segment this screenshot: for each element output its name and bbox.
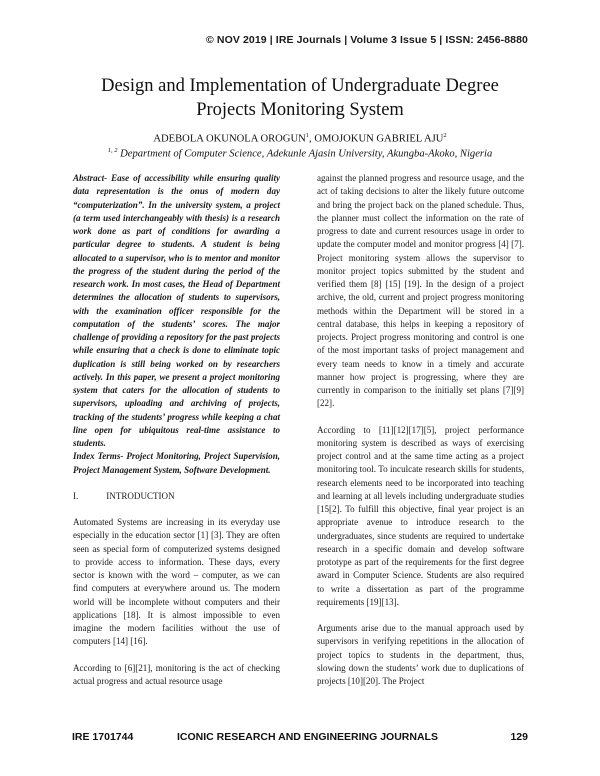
author-2: OMOJOKUN GABRIEL AJU (314, 133, 444, 145)
author-separator: , (309, 133, 315, 145)
spacer (73, 477, 280, 490)
spacer (73, 503, 280, 516)
paper-title-line-1: Design and Implementation of Undergraduate Degree (101, 76, 499, 96)
footer-paper-id: IRE 1701744 (72, 731, 134, 743)
spacer (317, 411, 524, 424)
abstract-text: Abstract- Ease of accessibility while ensuring quality data representation is the onus of modern day “computerization”. In the university system, a project (a term used interchangeably with thesis) is a research work done as part of conditions for awarding a particular degree to students. A student is being allocated to a supervisor, who is to mentor and monitor the progress of the student during the period of the research work. In most cases, the Head of Department determines the allocation of students to supervisors, with the examination officer responsible for the computation of the students’ scores. The major challenge of providing a repository for the past projects while ensuring that a check is done to eliminate topic duplication is still being worked on by researchers actively. In this paper, we present a project monitoring system that caters for the allocation of students to supervisors, uploading and archiving of projects, tracking of the students’ progress while keeping a chat line open for ubiquitous real-time assistance to students. (73, 173, 280, 448)
author-1: ADEBOLA OKUNOLA OROGUN (153, 133, 306, 145)
page-number: 129 (510, 731, 528, 743)
paragraph: According to [11][12][17][5], project performance monitoring system is described as ways of exercising project control and at the same time acting as a project monitoring tool. To inculcate research skills for students, research elements need to be incorporated into teaching and learning at all levels including undergraduate studies [15[2]. To fulfill this objective, final year project is an appropriate avenue to introduce research to the undergraduates, since students are required to undertake research in a specific domain and develop software prototype as part of the requirements for the first degree award in Computer Science. Students are also required to write a dissertation as part of the programme requirements [19][13]. (317, 424, 524, 607)
paper-title (60, 74, 540, 122)
author-1-affil-mark: 1 (305, 132, 310, 139)
paper-title-line-2: Projects Monitoring System (196, 100, 404, 120)
footer-journal-name: ICONIC RESEARCH AND ENGINEERING JOURNALS (177, 731, 438, 743)
paragraph: According to [6][21], monitoring is the act of checking actual progress and actual resource usage (73, 662, 280, 686)
paragraph: against the planned progress and resource usage, and the act of taking decisions to alter the likely future outcome and bring the project back on the planed schedule. Thus, the planner must collect the information on the rate of progress to date and current resources usage in order to update the computer model and monitor progress [4] [7]. Project monitoring system allows the supervisor to monitor project topics submitted by the student and verified them [8] [15] [19]. In the design of a project archive, the old, current and project progress monitoring methods within the Department will be stored in a central database, this helps in keeping a repository of projects. Project progress monitoring and control is one of the most important tasks of project management and every team needs to know in a timely and accurate manner how project is progressing, where they are currently in comparison to the initially set plans [7][9][22]. (317, 173, 524, 409)
section-heading (73, 490, 280, 503)
index-terms: Index Terms- Project Monitoring, Project Supervision, Project Management System, Software Development. (73, 451, 280, 475)
section-title: INTRODUCTION (106, 490, 175, 501)
left-column (73, 172, 280, 688)
affiliation-marks: 1, 2 (107, 147, 118, 154)
paragraph: Arguments arise due to the manual approach used by supervisors in verifying repetitions in the allocation of project topics to students in the department, thus, slowing down the students’ work due to duplications of projects [10][20]. The Project (317, 623, 524, 686)
affiliation-text: Department of Computer Science, Adekunle Ajasin University, Akungba-Akoko, Nigeria (117, 148, 493, 160)
author-2-affil-mark: 2 (443, 132, 447, 139)
spacer (317, 609, 524, 622)
spacer (73, 649, 280, 662)
paper-affiliation (60, 144, 540, 161)
section-number: I. (73, 490, 79, 501)
abstract (73, 172, 280, 477)
journal-footer (72, 731, 528, 745)
paragraph: Automated Systems are increasing in its everyday use especially in the education sector [1] [3]. They are often seen as special form of computerized systems designed to provide access to information. These days, every sector is known with the word – computer, as we can find computers at everywhere around us. The modern world will be incomplete without computers and their applications [18]. It is almost impossible to even imagine the modern facilities without the use of computers [14] [16]. (73, 517, 280, 647)
right-column (317, 172, 524, 688)
journal-header: © NOV 2019 | IRE Journals | Volume 3 Issue 5 | ISSN: 2456-8880 (206, 34, 528, 46)
